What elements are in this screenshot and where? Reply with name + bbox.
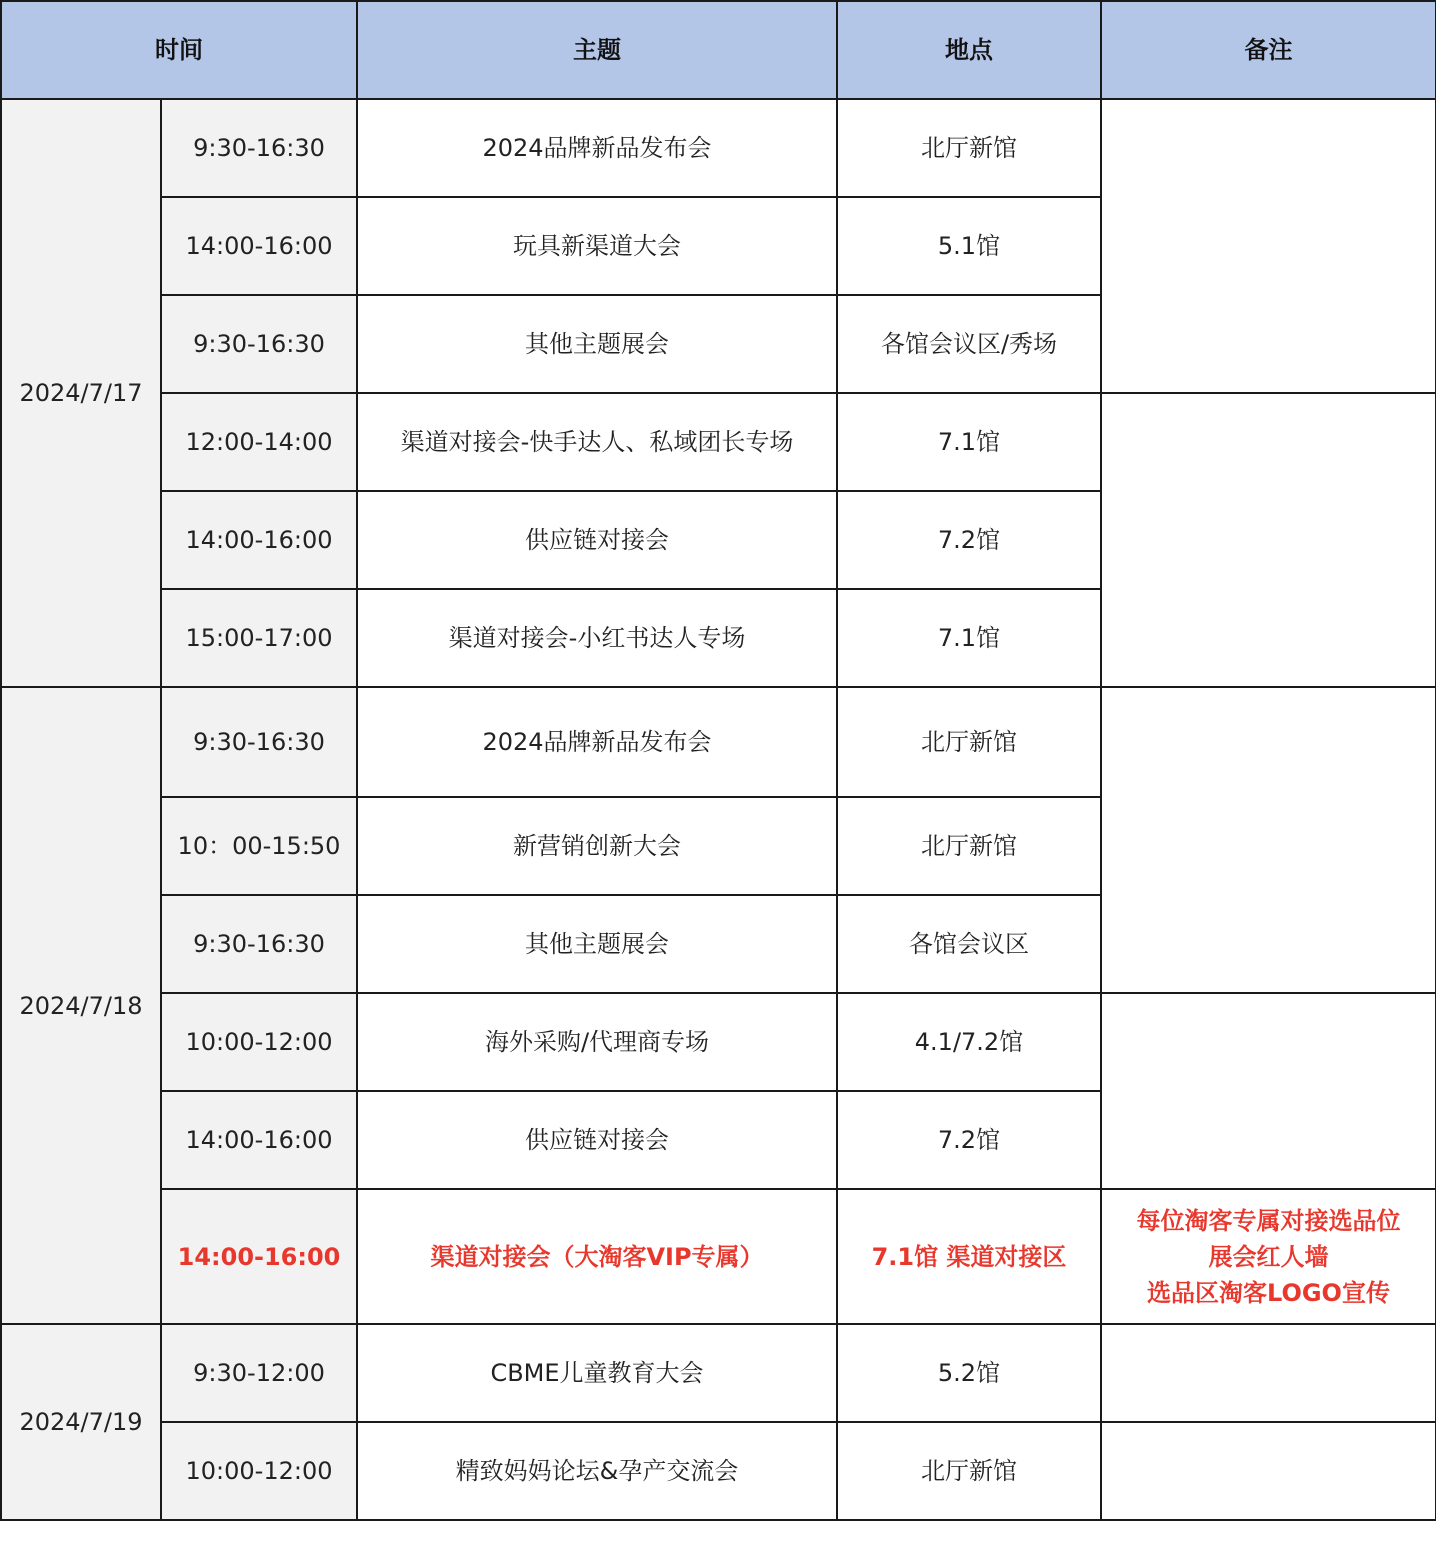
location-cell: 各馆会议区 bbox=[837, 895, 1101, 993]
location-cell: 各馆会议区/秀场 bbox=[837, 295, 1101, 393]
notes-cell bbox=[1101, 687, 1436, 993]
date-cell: 2024/7/19 bbox=[1, 1324, 161, 1520]
location-cell: 7.2馆 bbox=[837, 1091, 1101, 1189]
notes-cell bbox=[1101, 393, 1436, 687]
time-cell: 9:30-12:00 bbox=[161, 1324, 357, 1422]
notes-cell bbox=[1101, 1324, 1436, 1422]
time-cell: 14:00-16:00 bbox=[161, 1189, 357, 1324]
notes-cell bbox=[1101, 1422, 1436, 1520]
table-row bbox=[1, 1324, 1436, 1422]
table-row bbox=[1, 687, 1436, 797]
header-topic: 主题 bbox=[357, 1, 837, 99]
table-row bbox=[1, 393, 1436, 491]
time-cell: 10：00-15:50 bbox=[161, 797, 357, 895]
time-cell: 9:30-16:30 bbox=[161, 687, 357, 797]
header-notes: 备注 bbox=[1101, 1, 1436, 99]
table-row-highlighted bbox=[1, 1189, 1436, 1324]
notes-cell bbox=[1101, 99, 1436, 393]
notes-cell bbox=[1101, 1189, 1436, 1324]
location-cell: 北厅新馆 bbox=[837, 687, 1101, 797]
topic-cell: 渠道对接会（大淘客VIP专属） bbox=[357, 1189, 837, 1324]
location-cell: 7.2馆 bbox=[837, 491, 1101, 589]
location-cell: 北厅新馆 bbox=[837, 99, 1101, 197]
location-cell: 7.1馆 bbox=[837, 589, 1101, 687]
table-row bbox=[1, 993, 1436, 1091]
topic-cell: 供应链对接会 bbox=[357, 1091, 837, 1189]
location-cell: 北厅新馆 bbox=[837, 1422, 1101, 1520]
topic-cell: 2024品牌新品发布会 bbox=[357, 687, 837, 797]
location-cell: 7.1馆 bbox=[837, 393, 1101, 491]
time-cell: 10:00-12:00 bbox=[161, 993, 357, 1091]
location-cell: 5.1馆 bbox=[837, 197, 1101, 295]
topic-cell: 精致妈妈论坛&孕产交流会 bbox=[357, 1422, 837, 1520]
note-line: 每位淘客专属对接选品位 bbox=[1136, 1206, 1401, 1235]
note-line: 选品区淘客LOGO宣传 bbox=[1147, 1278, 1390, 1307]
table-row bbox=[1, 1422, 1436, 1520]
location-cell: 北厅新馆 bbox=[837, 797, 1101, 895]
topic-cell: 其他主题展会 bbox=[357, 895, 837, 993]
date-cell: 2024/7/17 bbox=[1, 99, 161, 687]
time-cell: 14:00-16:00 bbox=[161, 197, 357, 295]
date-cell: 2024/7/18 bbox=[1, 687, 161, 1324]
header-time: 时间 bbox=[1, 1, 357, 99]
time-cell: 9:30-16:30 bbox=[161, 295, 357, 393]
topic-cell: 海外采购/代理商专场 bbox=[357, 993, 837, 1091]
topic-cell: 新营销创新大会 bbox=[357, 797, 837, 895]
table-row bbox=[1, 99, 1436, 197]
topic-cell: 2024品牌新品发布会 bbox=[357, 99, 837, 197]
time-cell: 15:00-17:00 bbox=[161, 589, 357, 687]
notes-cell bbox=[1101, 993, 1436, 1189]
time-cell: 10:00-12:00 bbox=[161, 1422, 357, 1520]
time-cell: 14:00-16:00 bbox=[161, 491, 357, 589]
time-cell: 9:30-16:30 bbox=[161, 99, 357, 197]
time-cell: 9:30-16:30 bbox=[161, 895, 357, 993]
header-row bbox=[1, 1, 1436, 99]
topic-cell: 玩具新渠道大会 bbox=[357, 197, 837, 295]
topic-cell: 供应链对接会 bbox=[357, 491, 837, 589]
location-cell: 4.1/7.2馆 bbox=[837, 993, 1101, 1091]
topic-cell: 渠道对接会-快手达人、私域团长专场 bbox=[357, 393, 837, 491]
location-cell: 5.2馆 bbox=[837, 1324, 1101, 1422]
topic-cell: 其他主题展会 bbox=[357, 295, 837, 393]
time-cell: 14:00-16:00 bbox=[161, 1091, 357, 1189]
topic-cell: CBME儿童教育大会 bbox=[357, 1324, 837, 1422]
header-location: 地点 bbox=[837, 1, 1101, 99]
topic-cell: 渠道对接会-小红书达人专场 bbox=[357, 589, 837, 687]
location-cell: 7.1馆 渠道对接区 bbox=[837, 1189, 1101, 1324]
time-cell: 12:00-14:00 bbox=[161, 393, 357, 491]
note-line: 展会红人墙 bbox=[1208, 1242, 1329, 1271]
